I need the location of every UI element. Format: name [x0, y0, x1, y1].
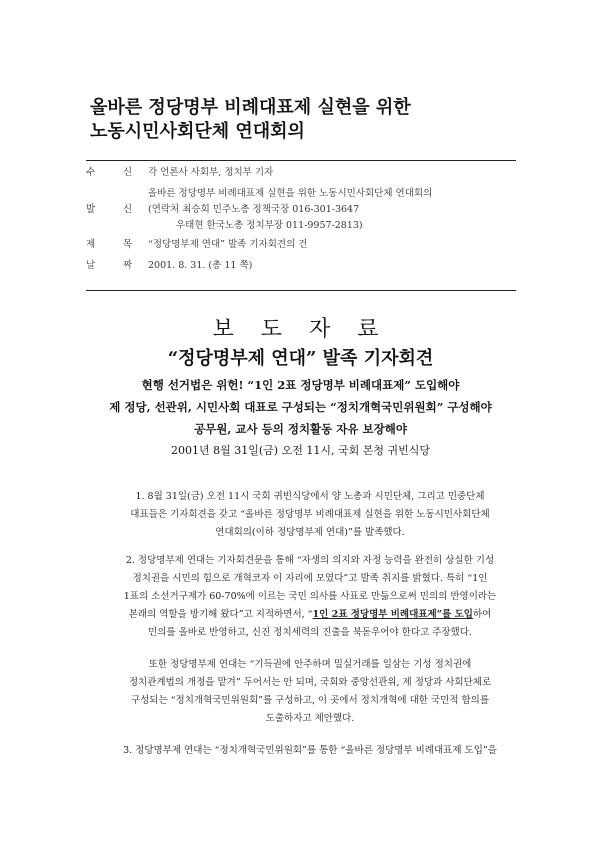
- meta-row-date: [86, 258, 526, 274]
- paragraph-2-line-5: 민의를 올바로 반영하고, 신진 정치세력의 진출을 북돋우어야 한다고 주장했다.: [148, 627, 472, 638]
- paragraph-2-line-3: 1표의 소선거구제가 60-70%에 이르는 국민 의사를 사표로 만듦으로써 민의의 반영이라는: [123, 591, 497, 602]
- meta-sender-line-2: (연락처 최승회 민주노총 정책국장 016-301-3647: [148, 204, 360, 215]
- paragraph-3-line-3: 구성되는 “정치개혁국민위원회”를 구성하고, 이 곳에서 정치개혁에 대한 국민적 합의를: [130, 695, 490, 706]
- meta-sender-value: [148, 186, 526, 234]
- paragraph-3-line-1: 또한 정당명부제 연대는 “기득권에 안주하며 밀실거래를 일삼는 기성 정치권에: [148, 659, 472, 670]
- meta-row-sender: [86, 186, 526, 234]
- press-release-label: 보 도 자 료: [212, 317, 389, 342]
- paragraph-4-line-1: 3. 정당명부제 연대는 “정치개혁국민위원회”를 통한 “올바른 정당명부 비례대표제 도입”을: [123, 745, 497, 756]
- press-headline: “정당명부제 연대” 발족 기자회견: [167, 348, 434, 369]
- meta-key-subject-1: 제: [86, 239, 96, 250]
- press-subheadline-2: 제 정당, 선관위, 시민사회 대표로 구성되는 “정치개혁국민위원회” 구성해야: [109, 400, 492, 414]
- paragraph-2-line-1: 2. 정당명부제 연대는 기자회견문을 통해 “자생의 의지와 자정 능력을 완전히 상실한 기성: [125, 555, 495, 566]
- press-subheadline-1: 현행 선거법은 위헌! “1인 2표 정당명부 비례대표제” 도입해야: [141, 378, 460, 392]
- meta-sender-line-3: 우태현 한국노총 정치부장 011-9957-2813): [176, 220, 363, 231]
- press-dateline: 2001년 8월 31일(금) 오전 11시, 국회 본청 귀빈식당: [171, 444, 430, 457]
- meta-key-recipient-1: 수: [86, 167, 96, 178]
- meta-row-recipient: [86, 165, 526, 181]
- meta-key-date-1: 날: [86, 260, 96, 271]
- meta-key-date-2: 짜: [122, 260, 132, 271]
- organization-title: [90, 96, 411, 144]
- meta-key-sender-1: 발: [86, 204, 96, 215]
- meta-key-sender-2: 신: [122, 204, 132, 215]
- paragraph-2: [100, 552, 520, 642]
- organization-title-line-1: 올바른 정당명부 비례대표제 실현을 위한: [90, 97, 411, 118]
- meta-row-subject: [86, 237, 526, 253]
- paragraph-1-line-3: 연대회의(이하 정당명부제 연대)”를 발족했다.: [215, 527, 405, 538]
- meta-recipient-value: 각 언론사 사회부, 정치부 기자: [148, 167, 274, 178]
- paragraph-1-line-2: 대표들은 기자회견을 갖고 “올바른 정당명부 비례대표제 실현을 위한 노동시민사회단체: [130, 509, 490, 520]
- paragraph-1-line-1: 1. 8월 31일(금) 오전 11시 국회 귀빈식당에서 양 노총과 시민단체, 그리고 민중단체: [135, 491, 485, 502]
- paragraph-2-line-4: [100, 606, 520, 624]
- press-subheadline-3: 공무원, 교사 등의 정치활동 자유 보장해야: [194, 422, 407, 436]
- meta-sender-line-1: 올바른 정당명부 비례대표제 실현을 위한 노동시민사회단체 연대회의: [148, 188, 433, 199]
- paragraph-2-line-4-post: 하여: [472, 609, 492, 620]
- memo-header: [86, 165, 526, 279]
- organization-title-line-2: 노동시민사회단체 연대회의: [90, 121, 305, 142]
- meta-date-value: 2001. 8. 31. (총 11 쪽): [148, 260, 253, 271]
- paragraph-4: [100, 742, 520, 760]
- meta-key-subject-2: 목: [122, 239, 132, 250]
- highlighted-proposal: 1인 2표 정당명부 비례대표제”를 도입: [312, 609, 473, 620]
- meta-subject-value: “정당명부제 연대” 발족 기자회견의 건: [148, 239, 308, 250]
- paragraph-2-line-4-pre: 본래의 역할을 방기해 왔다”고 지적하면서, “: [128, 609, 313, 620]
- paragraph-3-line-2: 정치관계법의 개정을 맡겨” 두어서는 안 되며, 국회와 중앙선관위, 제 정당과 사회단체로: [128, 677, 492, 688]
- header-rule-bottom: [86, 290, 516, 291]
- meta-key-recipient-2: 신: [122, 167, 132, 178]
- header-rule-top: [86, 160, 516, 161]
- paragraph-3-line-4: 도출하자고 제안했다.: [265, 713, 355, 724]
- paragraph-3: [100, 656, 520, 728]
- paragraph-1: [100, 488, 520, 542]
- paragraph-2-line-2: 정치권을 시민의 힘으로 개혁코자 이 자리에 모였다”고 발족 취지를 밝혔다. 특히 “1인: [132, 573, 488, 584]
